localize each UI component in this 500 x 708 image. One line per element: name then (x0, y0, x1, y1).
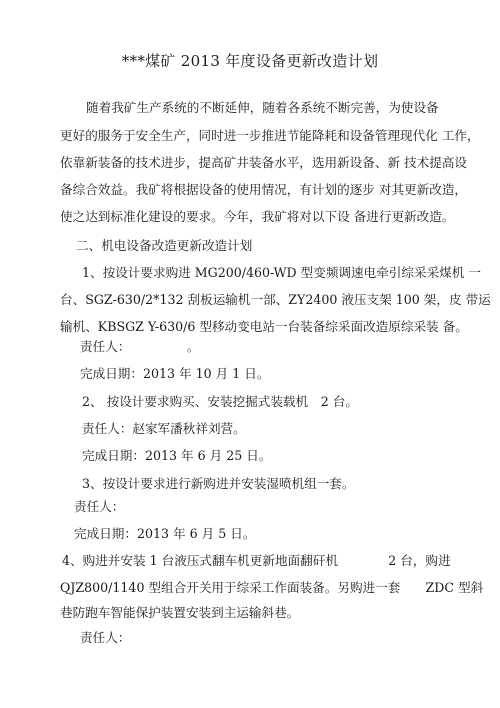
item-1-completion-date: 完成日期：2013 年 10 月 1 日。 (80, 366, 270, 381)
item-4-line: 巷防跑车智能保护装置安装到主运输斜巷。 (60, 605, 300, 620)
item-1-responsible: 责任人： 。 (80, 339, 200, 354)
item-4-line: 4、购进并安装 1 台液压式翻车机更新地面翻矸机 2 台，购进 (62, 553, 451, 568)
section-heading: 二、机电设备改造更新改造计划 (76, 238, 253, 253)
item-4-line: QJZ800/1140 型组合开关用于综采工作面装备。另购进一套 ZDC 型斜 (60, 580, 484, 595)
item-4-responsible: 责任人： (80, 630, 131, 645)
item-2-completion-date: 完成日期：2013 年 6 月 25 日。 (82, 448, 272, 463)
item-1-line: 输机、KBSGZ Y-630/6 型移动变电站一台装备综采面改造原综采装 备。 (60, 319, 468, 334)
intro-line: 使之达到标准化建设的要求。今年，我矿将对以下设 备进行更新改造。 (60, 209, 455, 224)
item-2: 2、 按设计要求购买、安装挖掘式装载机 2 台。 (82, 394, 358, 409)
item-1-line: 1、按设计要求购进 MG200/460-WD 型变频调速电牵引综采采煤机 一 (82, 265, 481, 280)
item-1-line: 台、SGZ-630/2*132 刮板运输机一部、ZY2400 液压支架 100 架，皮 带运 (60, 292, 491, 307)
intro-line: 更好的服务于安全生产，同时进一步推进节能降耗和设备管理现代化 工作， (60, 128, 480, 143)
intro-line: 备综合效益。我矿将根据设备的使用情况，有计划的逐步 对其更新改造， (60, 182, 468, 197)
intro-line: 依靠新装备的技术进步，提高矿井装备水平，选用新设备、新 技术提高设 (60, 155, 468, 170)
item-3-completion-date: 完成日期：2013 年 6 月 5 日。 (74, 526, 256, 541)
intro-line: 随着我矿生产系统的不断延伸，随着各系统不断完善，为使设备 (86, 100, 439, 115)
item-2-responsible: 责任人：赵家军潘秋祥刘营。 (82, 421, 246, 436)
item-3-responsible: 责任人： (74, 499, 125, 514)
item-3: 3、按设计要求进行新购进并安装湿喷机组一套。 (82, 476, 355, 491)
document-title: ***煤矿 2013 年度设备更新改造计划 (121, 52, 379, 70)
